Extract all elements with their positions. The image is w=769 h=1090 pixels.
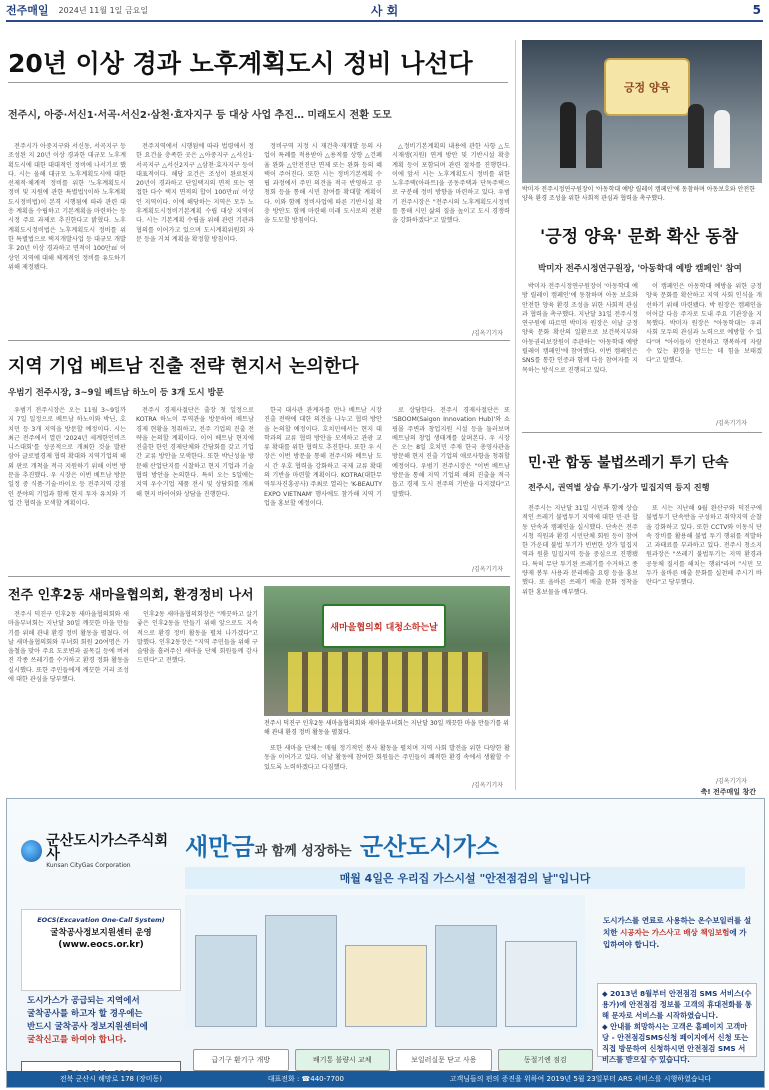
page-header <box>6 0 763 22</box>
insurance-text: 에 가입하여야 합니다. <box>603 928 747 949</box>
article5-title: 전주 인후2동 새마을협의회, 환경정비 나서 <box>8 588 254 603</box>
slogan-part2: 과 함께 성장하는 <box>254 844 352 859</box>
notice-line: 굴착신고를 하여야 합니다. <box>27 1035 127 1045</box>
newspaper-name: 전주매일 <box>6 4 49 17</box>
article2-subtitle: 박미자 전주시정연구원장, '아동학대 예방 캠페인' 참여 <box>538 264 742 274</box>
article5-byline: /김옥기기자 <box>472 782 504 789</box>
ad-congrats: 축! 전주매일 창간 <box>700 788 756 796</box>
safety-tips-row <box>193 1049 593 1071</box>
article1-col4: △정비기본계획의 내용에 관한 사항 △도시재생(지원) 연계 방안 및 기반시설 확충 계획 등이 포함되며 관련 절차를 진행한다. 이에 앞서 시는 노후계획도시 정비를 위한 노후주택(아파트)을 공동주택과 단독주택으로 구분해 정비 방향을 마련하고 있다. 우범기 전주시장은 "전주시의 노후계획도시정비를 통해 시민 삶의 질을 높이고 도시 경쟁력을 강화하겠다"고 말했다. <box>392 143 510 225</box>
building-shape <box>265 915 337 1027</box>
article2-col2: 이 캠페인은 아동학대 예방을 위한 긍정 양육 문화를 확산하고 지역 사회 인식을 개선하기 위해 마련됐다. 박 원장은 캠페인을 이어갈 다음 주자로 도내 주요 기관장을 지목했다. 박미자 원장은 "아동학대는 우리 사회 모두의 관심과 노력으로 예방할 수 있다"며 "아이들이 안전하고 행복하게 자랄 수 있는 환경을 만드는 데 힘을 보태겠다"고 말했다. <box>646 283 762 365</box>
sms-notice-line: ◆ 2013년 8월부터 안전점검 SMS 서비스(수용가)에 안전점검 정보를 고객의 휴대전화를 통해 문자로 서비스를 시작하였습니다. <box>602 989 752 1020</box>
cleanup-photo <box>264 586 510 716</box>
ad-footer <box>7 1071 764 1087</box>
article2-col1: 박미자 전주시정연구원장이 '아동학대 예방 릴레이 캠페인'에 동참하며 아동 보호와 안전한 양육 환경 조성을 위한 사회적 관심과 협력을 촉구했다. 지난달 31일 전주시정연구원에 따르면 박미자 원장은 이날 긍정 양육 문화 확산의 일환으로 보건복지부와 아동권리보장원이 주관하는 '아동학대 예방 릴레이 캠페인'에 참여했다. 이번 캠페인은 SNS를 통한 인증과 함께 다음 참여자를 지목하는 방식으로 진행되고 있다. <box>522 283 638 374</box>
divider <box>8 340 510 341</box>
article1-byline: /김옥기기자 <box>472 330 504 337</box>
article3-title: 지역 기업 베트남 진출 전략 현지서 논의한다 <box>8 356 359 377</box>
gas-company-ad <box>6 788 765 1088</box>
campaign-panel-text: 긍정 양육 <box>623 81 671 94</box>
slogan-part3: 군산도시가스 <box>359 833 499 861</box>
article2-body <box>522 282 762 420</box>
article3-col3: 한국 대사관 관계자를 만나 베트남 시장 진출 전략에 대한 의견을 나누고 협력 방안을 논의할 예정이다. 호치민에서는 현지 대학과의 교류 협력 방안을 모색하고 관광 교류 확대를 위한 협력도 추진한다. 또한 우 시장은 이번 방문을 통해 전주시와 베트남 도시 간 우호 협력을 강화하고 국제 교류 확대의 기반을 마련할 계획이다. KOTRA(대한무역투자진흥공사) 주최로 열리는 'K-BEAUTY EXPO VIETNAM' 행사에도 참가해 지역 기업을 홍보할 예정이다. <box>264 407 382 507</box>
article5-body-cont <box>264 744 510 780</box>
cleanup-banner-text: 새마을협의회 대청소하는날 <box>330 622 438 633</box>
campaign-photo <box>522 40 762 183</box>
article2-byline: /김옥기기자 <box>716 420 748 427</box>
tip-winter-check: 동절기엔 점검 <box>498 1049 594 1071</box>
page-number: 5 <box>752 3 761 17</box>
eocs-title-en: EOCS(Excavation One-Call System) <box>37 916 165 924</box>
article4-body <box>522 504 762 776</box>
company-name: 군산도시가스주식회사 <box>46 832 168 863</box>
company-address: 전북 군산시 해망로 178 (장미동) <box>59 1075 162 1083</box>
tip-boiler-door: 보일러실문 닫고 사용 <box>396 1049 492 1071</box>
building-shape <box>435 925 497 1027</box>
article3-col2: 전주시 경제사절단은 출장 첫 일정으로 KOTRA 하노이 무역관을 방문하여 베트남 경제 현황을 청취하고, 전주 기업의 진출 전략을 논의할 계획이다. 이어 베트남 현지에 진출한 한인 경제단체와 간담회를 갖고 기업 간 교류 방안을 모색한다. 또한 박닌성을 방문해 산업단지를 시찰하고 현지 기업과 기술 협력 방안을 논의한다. 특히 오는 5일에는 지역 우수기업 제품 전시 및 상담회를 개최해 현지 바이어와 상담을 진행한다. <box>136 407 254 498</box>
tip-ventilation: 급기구 환기구 개방 <box>193 1049 289 1071</box>
volunteer-group <box>288 652 488 712</box>
eocs-box <box>21 909 181 991</box>
person-silhouette <box>714 110 730 168</box>
sms-notice-line: ◆ 안내를 희망하시는 고객은 홈페이지 고객마당 - 안전점검SMS신청 페이지에서 신청 또는 직접 방문하여 신청하시면 안전점검 SMS 서비스를 받으실 수 있습니다. <box>602 1022 749 1064</box>
article3-col4: 로 상담한다. 전주시 경제사절단은 또 'SBOOM(Saigon Innovation Hub)'와 쇼핑몰 주변과 창업지원 시설 등을 둘러보며 베트남의 창업 생태계를 살펴본다. 우 시장은 오는 8일 호치민 주재 한국 총영사관을 방문해 현지 진출 기업의 애로사항을 청취할 예정이다. 우범기 전주시장은 "이번 베트남 방문을 통해 지역 기업의 해외 진출을 적극 돕고 경제 도시 전주의 기반을 다지겠다"고 말했다. <box>392 407 510 498</box>
cleanup-photo-caption: 전주시 덕진구 인후2동 새마을협의회와 새마을부녀회는 지난달 30일 깨끗한 마을 만들기를 위해 관내 환경 정비 활동을 펼쳤다. <box>264 720 509 736</box>
article3-byline: /김옥기기자 <box>472 566 504 573</box>
company-name-en: Kunsan CityGas Corporation <box>46 861 131 869</box>
article1-col2: 전주지역에서 시행됨에 따라 법령에서 정한 요건을 충족한 곳은 △아중지구 △서신1·서곡지구 △서신2지구 △삼천·효자지구 등이 대표적이다. 해당 요건은 조성이 완료된지 20년이 경과하고 단일택지의 면적 또는 연접한 다수 택지 면적의 합이 100만㎡ 이상인 지역이다. 이에 해당하는 지역은 모두 노후계획도시정비기본계획 수립 대상 지역이다. 시는 기본계획 수립을 위해 관련 기관과 협의를 이어가고 있으며 도시계획위원회 자문 등을 거쳐 계획을 확정할 방침이다. <box>136 143 254 243</box>
divider <box>8 576 510 577</box>
article1-body <box>8 142 510 328</box>
article4-col2: 또 시는 지난해 9월 완산구와 덕진구에 불법투기 단속반을 구성하고 취약지역 순찰을 강화하고 있다. 또한 CCTV와 이동식 단속 장비를 활용해 불법 투기 행위를 적발하고 과태료를 부과하고 있다. 전주시 청소지원과장은 "쓰레기 불법투기는 지역 환경과 공동체 질서를 해치는 행위"라며 "시민 모두가 올바른 배출 문화를 실천해 주시기 바란다"고 당부했다. <box>646 505 762 587</box>
excavation-notice <box>27 995 175 1047</box>
tip-exhaust: 배기통 불량시 교체 <box>295 1049 391 1071</box>
notice-line: 도시가스가 공급되는 지역에서 <box>27 996 140 1006</box>
column-divider <box>515 40 516 790</box>
company-logo-icon <box>21 840 42 862</box>
article3-col1: 우범기 전주시장은 오는 11월 3~9일까지 7일 일정으로 베트남 하노이와 박닌, 호치민 등 3개 지역을 방문할 예정이다. 시는 최근 전주에서 열린 '2024년 세계한인비즈니스대회'를 성공적으로 개최한 것을 발판 삼아 글로벌경제 협력 확대와 지역기업의 해외 판로 개척을 적극 지원하기 위해 이번 방문을 추진했다. 우 시장은 이번 베트남 방문 일정 중 식품·기술·바이오 등 전주지역 강점인 분야의 기업과 함께 현지 투자 유치와 기업 간 협력을 모색할 계획이다. <box>8 407 126 507</box>
issue-date: 2024년 11월 1일 금요일 <box>58 5 149 15</box>
eocs-url: (www.eocs.or.kr) <box>58 940 144 950</box>
person-silhouette <box>560 102 576 168</box>
city-illustration <box>185 895 585 1029</box>
insurance-text: 도시가스를 연료로 사용하는 온수보일러를 설치한 <box>603 916 752 937</box>
article4-col1: 전주시는 지난달 31일 시민과 함께 상습적인 쓰레기 불법투기 지역에 대한 민·관 합동 단속과 캠페인을 실시했다. 단속은 전주시청 직원과 환경 시민단체 회원 등이 참여한 가운데 불법 투기가 빈번한 상가 밀집지역과 원룸 밀집지역 등을 중심으로 진행됐다. 특히 무단 투기된 쓰레기를 수거하고 종량제 봉투 사용과 분리배출 요령 등을 홍보했다. 또 올바른 쓰레기 배출 문화 정착을 위한 홍보물을 배부했다. <box>522 505 638 596</box>
notice-line: 반드시 굴착공사 정보지원센터에 <box>27 1022 148 1032</box>
article3-subtitle: 우범기 전주시장, 3~9일 베트남 하노이 등 3개 도시 방문 <box>8 388 224 398</box>
section-title: 사 회 <box>370 3 399 18</box>
article4-subtitle: 전주시, 권역별 상습 투기·상가 밀집지역 등지 진행 <box>528 482 710 492</box>
company-logo <box>21 832 177 869</box>
slogan-part1: 새만금 <box>185 833 255 861</box>
person-silhouette <box>586 110 602 168</box>
article2-title: '긍정 양육' 문화 확산 동참 <box>540 227 739 247</box>
notice-line: 굴착공사를 하고자 할 경우에는 <box>27 1009 143 1019</box>
building-shape <box>345 945 427 1027</box>
campaign-photo-caption: 박미자 전주시정연구원장이 '아동학대 예방 릴레이 캠페인'에 동참하며 아동보호와 안전한 양육 환경 조성을 위한 사회적 관심과 협력을 촉구했다. <box>522 186 756 202</box>
person-silhouette <box>688 104 704 168</box>
eocs-title: 굴착공사정보지원센터 운영 <box>50 928 152 938</box>
article5-col3: 또한 새마을 단체는 매월 정기적인 봉사 활동을 펼치며 지역 사회 발전을 위한 다양한 활동을 이어가고 있다. 이날 활동에 참여한 회원들은 주민들이 쾌적한 환경 속에서 생활할 수 있도록 노력하겠다고 다짐했다. <box>264 745 510 771</box>
insurance-highlight: 시공자는 가스사고 배상 책임보험 <box>620 928 730 937</box>
article1-title: 20년 이상 경과 노후계획도시 정비 나선다 <box>8 49 473 78</box>
cleanup-banner <box>322 604 446 648</box>
divider <box>8 82 508 83</box>
divider <box>522 432 762 433</box>
company-phone: 대표전화 : ☎440-7700 <box>267 1075 344 1083</box>
article4-title: 민·관 합동 불법쓰레기 투기 단속 <box>528 455 729 471</box>
article5-col1: 전주시 덕진구 인후2동 새마을협의회와 새마을부녀회는 지난달 30일 깨끗한 마을 만들기를 위해 관내 환경 정비 활동을 펼쳤다. 이날 새마을협의회와 부녀회 회원 20여명은 가을철을 맞아 주요 도로변과 골목길 등에 버려진 각종 쓰레기를 수거하고 환경 정화 활동을 실시했다. 또한 주민들에게 깨끗한 거리 조성에 대한 관심을 당부했다. <box>8 611 129 684</box>
sms-service-notice <box>597 983 757 1064</box>
article5-col2: 인후2동 새마을협의회장은 "깨끗하고 살기 좋은 인후2동을 만들기 위해 앞으로도 지속적으로 환경 정비 활동을 펼쳐 나가겠다"고 말했다. 인후2동장은 "지역 주민들을 위해 구슬땀을 흘려주신 새마을 단체 회원들께 감사드린다"고 전했다. <box>137 611 258 665</box>
insurance-notice <box>603 915 753 951</box>
article1-col1: 전주시가 아중지구와 서신동, 서곡지구 등 조성된 지 20년 이상 경과한 대규모 노후계획도시에 대한 대대적인 정비에 나서기로 했다. 시는 올해 대규모 노후계획도시에 대한 선제적·체계적 정비를 위한 '노후계획도시 정비 및 지원에 관한 특별법'(이하 노후계획도시정비법)이 본격 시행됨에 따라 관련 대응 계획을 수립하고 기본계획을 마련하는 등 시정 주요 과제로 추진한다고 밝혔다. 노후계획도시정비법은 노후계획도시 정비를 위한 특별법으로 택지개발사업 등 대규모 개발 후 20년 이상 경과하고 면적이 100만㎡ 이상인 지역에 대해 체계적인 정비를 유도하기 위해 제정됐다. <box>8 143 126 271</box>
article4-byline: /김옥기기자 <box>716 778 748 785</box>
safety-day-band: 매월 4일은 우리집 가스시설 "안전점검의 날"입니다 <box>185 867 745 889</box>
article1-col3: 정비구역 지정 시 재건축·재개발 등의 사업이 특례를 적용받아 △용적률 상향 △건폐율 완화 △안전진단 면제 또는 완화 등의 혜택이 주어진다. 또한 시는 정비기본계획 수립 과정에서 주민 의견을 적극 반영하고 공청회 등을 통해 시민 참여를 확대할 계획이다. 이와 함께 정비사업에 따른 기반시설 확충 방안도 함께 마련해 미래 도시로의 전환을 도모할 방침이다. <box>264 143 382 225</box>
ad-slogan <box>185 827 499 862</box>
campaign-panel <box>604 58 690 116</box>
article3-body <box>8 406 510 562</box>
ars-notice: 고객님들의 편의 증진을 위하여 2019년 5월 23일부터 ARS 서비스를 시행하였습니다 <box>449 1075 712 1083</box>
article5-body <box>8 610 258 778</box>
building-shape <box>505 941 577 1027</box>
building-shape <box>195 935 257 1027</box>
article1-subtitle: 전주시, 아중·서신1·서곡·서신2·삼천·효자지구 등 대상 사업 추진… 미래도시 전환 도모 <box>8 110 392 121</box>
